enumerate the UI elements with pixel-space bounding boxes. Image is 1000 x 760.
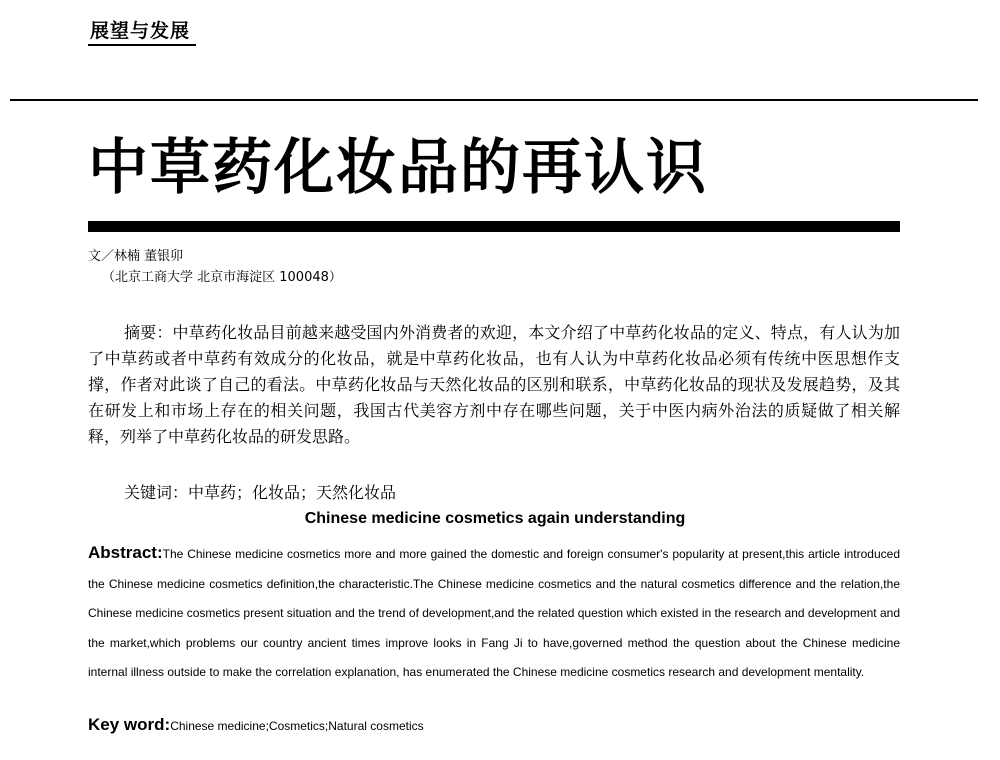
title-underline-bar [88,221,900,232]
english-title: Chinese medicine cosmetics again understanding [304,510,686,527]
author-line: 文／林楠 董银卯 [88,249,184,264]
english-abstract [88,538,900,688]
chinese-abstract: 摘要：中草药化妆品目前越来越受国内外消费者的欢迎，本文介绍了中草药化妆品的定义、特点，有人认为加了中草药或者中草药有效成分的化妆品，就是中草药化妆品，也有人认为中草药化妆品必须有传统中医思想作支撑，作者对此谈了自己的看法。中草药化妆品与天然化妆品的区别和联系，中草药化妆品的现状及发展趋势，及其在研发上和市场上存在的相关问题，我国古代美容方剂中存在哪些问题，关于中医内病外治法的质疑做了相关解释，列举了中草药化妆品的研发思路。 [88,323,900,446]
english-keywords-label: Key word: [88,715,171,734]
chinese-keywords: 关键词：中草药；化妆品；天然化妆品 [124,483,397,502]
english-abstract-label: Abstract: [88,543,163,562]
english-abstract-body: The Chinese medicine cosmetics more and more gained the domestic and foreign consumer's popularity at present,this article introduced the Chinese medicine cosmetics definition,the characteristic.The Chinese medicine cosmetics and the natural cosmetics difference and the relation,the Chinese medicine cosmetics present situation and the trend of development,and the related question which existed in the research and development and the market,which problems our country ancient times improve looks in Fang Ji to have,governed method the question about the Chinese medicine internal illness outside to make the correlation explanation, has enumerated the Chinese medicine cosmetics research and development mentality. [88,547,900,679]
article-title: 中草药化妆品的再认识 [88,133,708,203]
english-keywords [88,715,424,735]
header-rule [10,99,978,101]
affiliation-line: （北京工商大学 北京市海淀区 100048） [102,270,342,285]
section-tag: 展望与发展 [88,16,196,46]
english-keywords-body: Chinese medicine;Cosmetics;Natural cosmetics [170,719,424,733]
